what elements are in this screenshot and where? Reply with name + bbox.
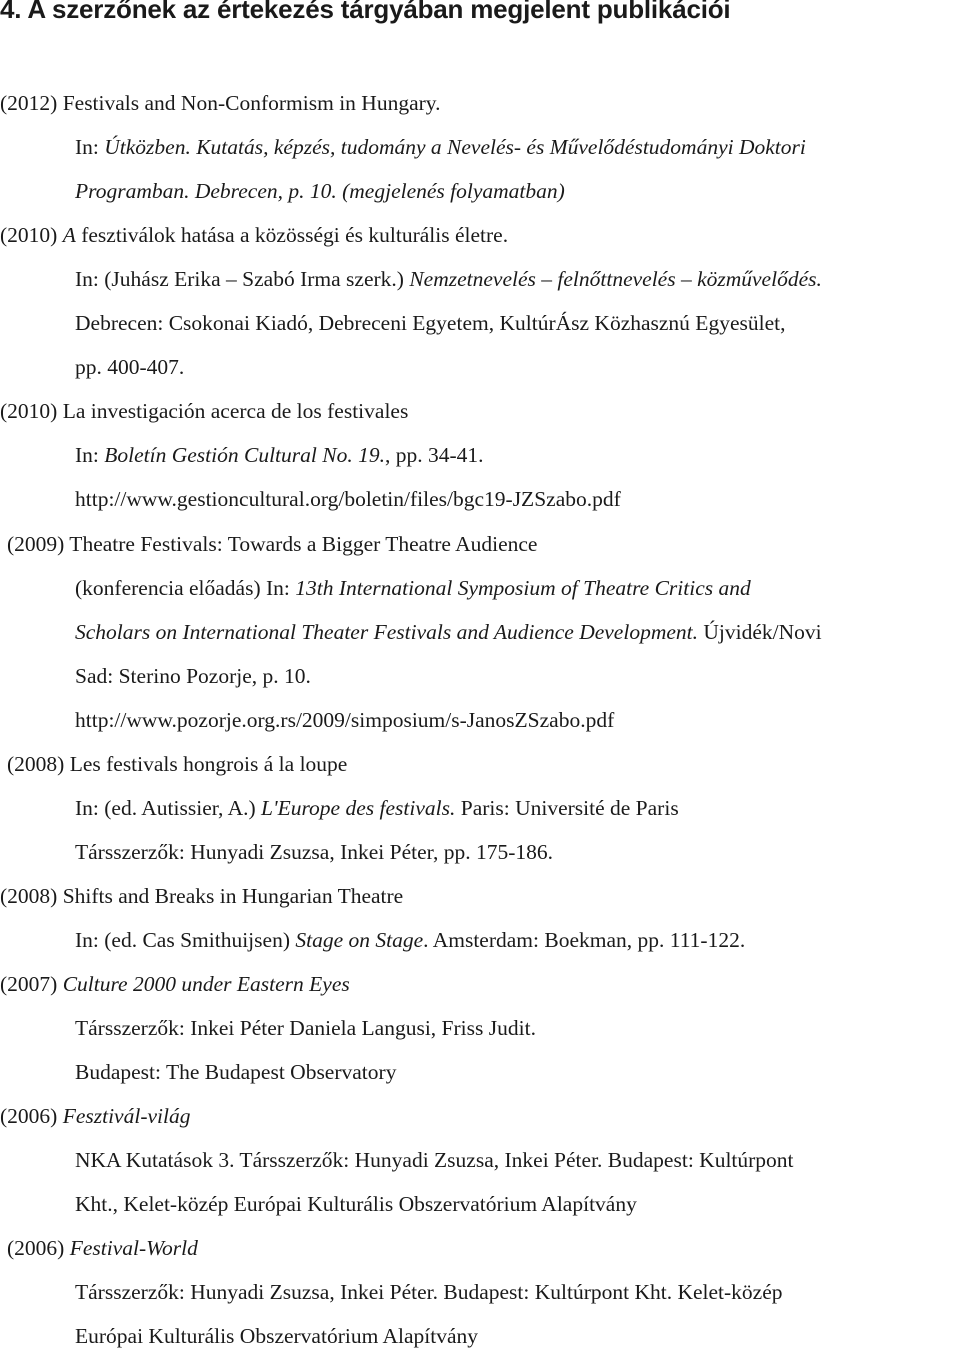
publisher-place: Újvidék/Novi [698,620,822,644]
publication-title-line [7,530,537,558]
publication-url: http://www.pozorje.org.rs/2009/simposium/s-JanosZSzabo.pdf [75,708,615,732]
source-title: 13th International Symposium of Theatre Critics and [295,576,751,600]
publication-title-line [0,89,441,117]
publication-detail-line [75,926,745,954]
publication-url-line [75,485,621,513]
publication-title-line [0,882,403,910]
publication-title: (2008) Les festivals hongrois á la loupe [7,752,348,776]
publication-title: (2008) Shifts and Breaks in Hungarian Theatre [0,884,404,908]
publisher: Paris: Université de Paris [455,796,679,820]
publisher: . Amsterdam: Boekman, pp. 111-122. [423,928,746,952]
source-title: L'Europe des festivals. [261,796,456,820]
publication-title-line [0,221,508,249]
coauthors: Társszerzők: Hunyadi Zsuzsa, Inkei Péter. Budapest: Kultúrpont Kht. Kelet-közép [75,1280,783,1304]
publication-detail-line [75,1190,637,1218]
pages: , pp. 34-41. [384,443,484,467]
publisher: Budapest: The Budapest Observatory [75,1060,397,1084]
source-title: Boletín Gestión Cultural No. 19. [104,443,385,467]
publication-detail-line [75,574,751,602]
publication-detail-line [75,1322,478,1350]
publication-detail-line [75,353,184,381]
section-heading: 4. A szerzőnek az értekezés tárgyában megjelent publikációi [0,0,731,24]
publication-url: http://www.gestioncultural.org/boletin/files/bgc19-JZSzabo.pdf [75,487,621,511]
publication-year: (2010) [0,223,63,247]
publication-detail-line [75,133,806,161]
publication-detail-line [75,1278,783,1306]
publication-title: fesztiválok hatása a közösségi és kulturális életre. [75,223,509,247]
publication-detail-line [75,838,553,866]
publication-year: (2006) [7,1236,70,1260]
publication-title-line [7,750,347,778]
publication-detail-line [75,1058,396,1086]
source-prefix: (konferencia előadás) In: [75,576,296,600]
source-prefix: In: (Juhász Erika – Szabó Irma szerk.) [75,267,410,291]
publication-title-line [0,397,408,425]
source-prefix: In: (ed. Autissier, A.) [75,796,262,820]
publication-title-line [0,970,350,998]
publication-url-line [75,706,614,734]
publisher: Kht., Kelet-közép Európai Kulturális Obszervatórium Alapítvány [75,1192,637,1216]
publisher: Sad: Sterino Pozorje, p. 10. [75,664,311,688]
source-prefix: In: (ed. Cas Smithuijsen) [75,928,296,952]
publication-year: (2007) [0,972,63,996]
source-title: Stage on Stage [295,928,424,952]
publication-title: Festival-World [69,1236,198,1260]
publication-year: (2006) [0,1104,63,1128]
publication-detail-line [75,441,484,469]
source-prefix: In: [75,135,105,159]
publication-detail-line [75,794,679,822]
coauthors: Társszerzők: Inkei Péter Daniela Langusi, Friss Judit. [75,1016,536,1040]
publication-detail-line [75,265,822,293]
publication-title-line [7,1234,198,1262]
publication-detail-line [75,618,822,646]
pages: pp. 400-407. [75,355,185,379]
publication-title: (2010) La investigación acerca de los festivales [0,399,409,423]
coauthors: Társszerzők: Hunyadi Zsuzsa, Inkei Péter, pp. 175-186. [75,840,553,864]
coauthors: NKA Kutatások 3. Társszerzők: Hunyadi Zsuzsa, Inkei Péter. Budapest: Kultúrpont [75,1148,794,1172]
publisher: Európai Kulturális Obszervatórium Alapítvány [75,1324,479,1348]
publication-title: Fesztivál-világ [62,1104,191,1128]
source-prefix: In: [75,443,105,467]
publication-detail-line [75,1014,536,1042]
publication-title: Culture 2000 under Eastern Eyes [62,972,350,996]
source-title: Nemzetnevelés – felnőttnevelés – közművelődés. [409,267,822,291]
publication-title: (2012) Festivals and Non-Conformism in Hungary. [0,91,441,115]
source-title-cont: Scholars on International Theater Festivals and Audience Development. [75,620,698,644]
publication-detail-line [75,662,311,690]
publication-title-article: A [62,223,76,247]
publication-title-line [0,1102,190,1130]
publication-detail-line [75,309,785,337]
publication-title: (2009) Theatre Festivals: Towards a Bigger Theatre Audience [7,532,538,556]
source-title-cont: Programban. Debrecen, p. 10. (megjelenés folyamatban) [75,179,565,203]
source-title: Útközben. Kutatás, képzés, tudomány a Nevelés- és Művelődéstudományi Doktori [104,135,806,159]
publication-detail-line [75,177,565,205]
publisher: Debrecen: Csokonai Kiadó, Debreceni Egyetem, KultúrÁsz Közhasznú Egyesület, [75,311,786,335]
publication-detail-line [75,1146,794,1174]
